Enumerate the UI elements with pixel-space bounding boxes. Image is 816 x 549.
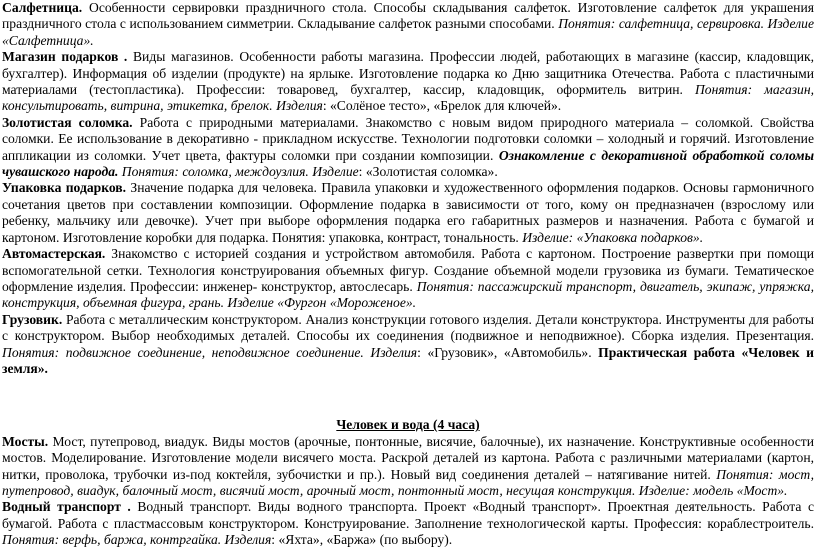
bold-italic-text: Ознакомление с декоративной обработкой соломы чувашского народа. xyxy=(2,147,815,180)
italic-text: Понятия: верфь, баржа, контргайка. Изделия xyxy=(2,532,272,548)
bold-text: Грузовик. xyxy=(2,311,63,327)
body-text: Работа с природными материалами. Знакомство с новым видом природного материала – соломкой. Свойства соломки. Ее использование в декоративно - прикладном искусстве. Технологии подготовки соломки – холодный и горячий. Изготовление аппликации из соломки. Учет цвета, фактуры соломки при создании композиции. xyxy=(2,114,814,163)
italic-text: Понятия: мост, путепровод, виадук, балочный мост, висячий мост, арочный мост, понтонный мост, несущая конструкция. Изделие: модель «Мост». xyxy=(2,466,814,498)
body-text: Значение подарка для человека. Правила упаковки и художественного оформления подарков. Основы гармоничного сочетания цветов при составлении композиции. Оформление подарка в зависимости от того, кому он предназначен (взрослому или ребенку, мальчику или девочке). Учет при выборе оформления подарка его габаритных размеров и назначения. Работа с бумагой и картоном. Изготовление коробки для подарка. Понятия: упаковка, контраст, тональность. xyxy=(2,180,814,245)
italic-text: Изделие: «Упаковка подарков». xyxy=(522,229,704,245)
paragraph-zolotistaya-solomka xyxy=(2,115,814,181)
paragraph-mosty xyxy=(2,434,814,500)
body-text: Особенности сервировки праздничного стола. Способы складывания салфеток. Изготовление салфеток для украшения праздничного стола с использованием симметрии. Складывание салфеток разными способами. xyxy=(2,0,814,32)
body-text: Мост, путепровод, виадук. Виды мостов (арочные, понтонные, висячие, балочные), их назначение. Конструктивные особенности мостов. Моделирование. Изготовление модели висячего моста. Раскрой деталей из картона. Работа с различными материалами (картон, нитки, проволока, трубочки из-под коктейля, зубочистки и пр.). Новый вид соединения деталей – натягивание нитей. xyxy=(2,433,814,482)
italic-text: Понятия: салфетница, сервировка. Изделие «Салфетница». xyxy=(2,16,814,48)
body-text: : «Солёное тесто», «Брелок для ключей». xyxy=(322,98,562,114)
bold-text: Мосты. xyxy=(2,433,49,449)
paragraph-vodnyy-transport xyxy=(2,499,814,548)
section-title: Человек и вода (4 часа) xyxy=(336,417,480,433)
body-text: Виды магазинов. Особенности работы магазина. Профессии людей, работающих в магазине (кассир, кладовщик, бухгалтер). Информация об изделии (продукте) на ярлыке. Изготовление подарка ко Дню защитника Отечества. Работа с пластичными материалами (тестопластика). Профессии: товаровед, бухгалтер, кассир, кладовщик, оформитель витрин. xyxy=(2,49,815,98)
bold-text: Магазин подарков . xyxy=(2,49,128,65)
paragraph-magazin-podarkov xyxy=(2,49,814,115)
body-text: : «Золотистая соломка». xyxy=(358,164,498,180)
italic-text: Понятия: подвижное соединение, неподвижное соединение. Изделия xyxy=(2,344,418,360)
body-text: : «Грузовик», «Автомобиль». xyxy=(417,344,599,360)
body-text: Знакомство с историей создания и устройством автомобиля. Работа с картоном. Построение развертки при помощи вспомогательной сетки. Технология конструирования объемных фигур. Создание объемной модели грузовика из бумаги. Тематическое оформление изделия. Профессии: инженер- конструктор, автослесарь. xyxy=(2,246,814,294)
bold-text: Автомастерская. xyxy=(2,246,106,262)
paragraph-salfetnitsa xyxy=(2,0,814,49)
topics-list-water xyxy=(2,434,814,549)
bold-text: Упаковка подарков. xyxy=(2,180,127,196)
paragraph-upakovka-podarkov xyxy=(2,180,814,246)
bold-text: Практическая работа «Человек и земля». xyxy=(2,344,814,376)
paragraph-avtomasterskaya xyxy=(2,246,814,312)
italic-text: Понятия: соломка, междоузлия. Изделие xyxy=(121,164,359,180)
body-text: Работа с металлическим конструктором. Анализ конструкции готового изделия. Детали конструктора. Инструменты для работы с конструктором. Выбор необходимых деталей. Способы их соединения (подвижное и неподвижное). Сборка изделия. Презентация. xyxy=(2,311,814,344)
body-text: Водный транспорт. Виды водного транспорта. Проект «Водный транспорт». Проектная деятельность. Работа с бумагой. Работа с пластмассовым конструктором. Конструирование. Заполнение технологической карты. Профессия: кораблестроитель. xyxy=(2,499,814,531)
bold-text: Золотистая соломка. xyxy=(2,114,133,130)
bold-text: Водный транспорт . xyxy=(2,499,131,515)
body-text: : «Яхта», «Баржа» (по выбору). xyxy=(271,532,453,548)
bold-text: Салфетница. xyxy=(2,0,83,15)
paragraph-gruzovik xyxy=(2,312,814,378)
italic-text: Понятия: пассажирский транспорт, двигатель, экипаж, упряжка, конструкция, объемная фигура, грань. Изделие «Фургон «Мороженое». xyxy=(2,278,814,311)
topics-list xyxy=(2,0,814,377)
italic-text: Понятия: магазин, консультировать, витрина, этикетка, брелок. Изделия xyxy=(2,82,814,114)
